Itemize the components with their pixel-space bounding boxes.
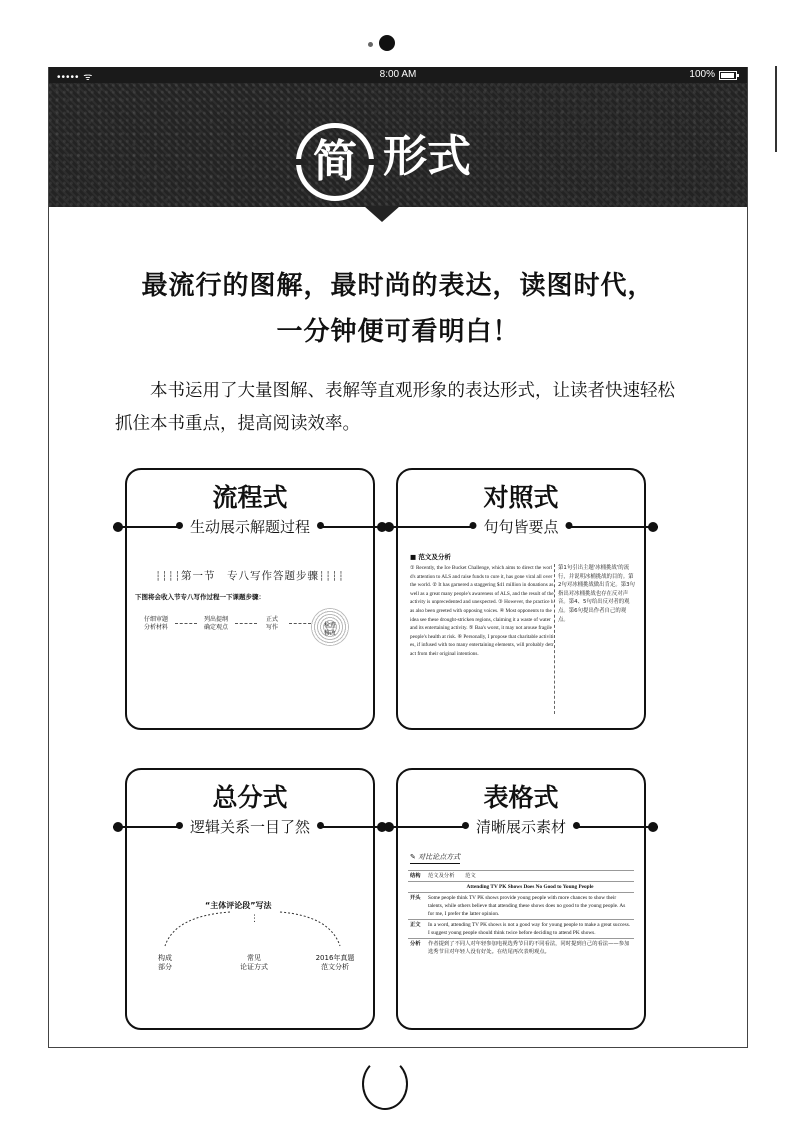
device-screen <box>48 67 748 1048</box>
flow-instruction: 下图将会收入节专八写作过程一下课题步骤： <box>135 593 265 601</box>
badge <box>296 123 374 201</box>
flow-heading: ┆┆┆┆ 第一节 专八写作答题步骤 ┆┆┆┆ <box>135 568 365 583</box>
tree-connectors <box>135 846 365 1022</box>
status-bar <box>49 67 747 83</box>
card-title: 流程式 <box>212 483 288 512</box>
contrast-thumbnail <box>406 546 636 722</box>
side-button <box>775 66 777 152</box>
tree-thumbnail <box>135 846 365 1022</box>
card-table <box>396 768 646 1030</box>
signal-icon: ••••• ᯤ <box>57 72 94 83</box>
headline-line-1: 最流行的图解，最时尚的表达，读图时代， <box>141 271 655 301</box>
camera-icon <box>379 35 395 51</box>
tree-leaf: 2016年真题 范文分析 <box>315 954 355 971</box>
flow-node: 列出提纲 确定观点 <box>203 616 228 631</box>
card-subtitle: 清晰展示素材 <box>398 816 644 836</box>
card-subtitle: 生动展示解题过程 <box>127 516 373 536</box>
table-row: 结构 范文及分析 范文 <box>408 871 634 882</box>
home-button[interactable] <box>362 1058 408 1110</box>
table-row: 分析 作者提到了不同人对年轻参加电视选秀节目的不同看法，同时提到自己的看法——参加选秀节目对年轻人没有好处。在结尾再次表明观点。 <box>408 939 634 958</box>
card-title: 总分式 <box>212 783 288 812</box>
flow-node: 仔细审题 分析材料 <box>143 616 168 631</box>
card-subtitle: 逻辑关系一目了然 <box>127 816 373 836</box>
tree-root: “主体评论段”写法 <box>205 901 272 910</box>
card-contrast <box>396 468 646 730</box>
tree-leaf: 常见 论证方式 <box>240 954 268 971</box>
card-flow <box>125 468 375 730</box>
banner-title: 形式 <box>383 131 471 182</box>
flow-node: 正式 写作 <box>265 616 278 631</box>
battery-icon <box>719 71 737 80</box>
table-thumbnail <box>406 846 636 1022</box>
camera-sensor <box>368 42 373 47</box>
mini-table <box>408 870 634 957</box>
card-title: 表格式 <box>483 783 559 812</box>
battery-label: 100% <box>689 69 715 80</box>
table-row: 开头 Some people think TV PK shows provide young people with more chances to show their talents, while others believe that attending these shows does no good to the young people. As for me, I prefer the latter opinion. <box>408 893 634 920</box>
banner-notch <box>364 206 400 222</box>
tree-dots: ⋮ <box>250 914 259 924</box>
card-tree <box>125 768 375 1030</box>
headline-line-2: 一分钟便可看明白！ <box>276 317 520 347</box>
contrast-head: ■ 范文及分析 <box>410 553 451 561</box>
flow-thumbnail <box>135 546 365 722</box>
flow-node: 检查 修改 <box>323 622 336 637</box>
table-row: 正文 In a word, attending TV PK shows is not a good way for young people to make a great success. I suggest young people should think twice before deciding to attend PK shows. <box>408 920 634 939</box>
intro-paragraph: 本书运用了大量图解、表解等直观形象的表达形式，让读者快速轻松抓住本书重点，提高阅读效率。 <box>115 381 675 434</box>
table-row: Attending TV PK Shows Does No Good to Young People <box>408 882 634 893</box>
card-subtitle: 句句皆要点 <box>398 516 644 536</box>
contrast-left-text: ① Recently, the Ice Bucket Challenge, which aims to direct the world's attention to ALS and raise funds to cure it, has gone viral all over the world. ② It has garnered a staggering $41 million in donations as well as a great many people's awareness of ALS, and the result of the activity is unprecedented and unexpected. ③ However, the practice has also been greeted with opposing voices. ④ Most opponents to the idea see these drought-stricken regions, claiming it a waste of water and its entertaining activity. ⑤ Baa's worst, it may not arouse fragile people's health at risk. ⑥ Personally, I propose that charitable activities, if infused with too many entertaining elements, will probably detract from their original intentions. <box>410 564 555 714</box>
tree-leaf: 构成 部分 <box>158 954 172 971</box>
status-time: 8:00 AM <box>379 69 417 80</box>
contrast-right-text: 第1句引出主题'冰桶挑战'的流行，并说明冰桶挑战的目的。第2句对冰桶挑战做出肯定。第3句指出对冰桶挑战也存在反对声音。第4、5句给出反对者的观点。第6句提出作者自己的观点。 <box>558 565 635 623</box>
banner <box>49 83 747 207</box>
badge-char: 简 <box>313 136 357 187</box>
card-title: 对照式 <box>483 483 559 512</box>
table-head: ✎ 对比论点方式 <box>410 852 460 864</box>
